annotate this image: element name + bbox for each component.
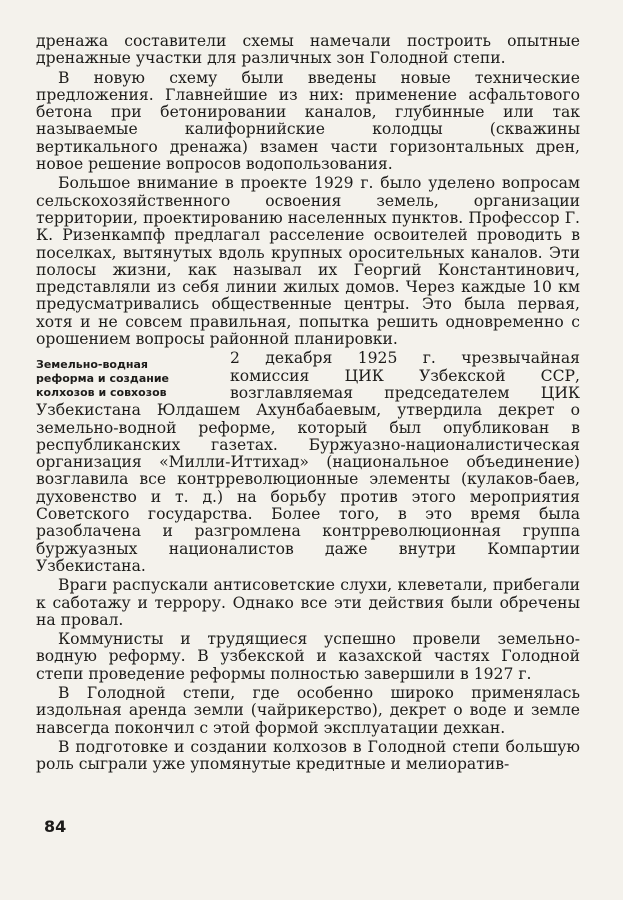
paragraph-2: В новую схему были введены новые технические предложения. Главнейшие из них: применение асфальтового бетона при бетонировании каналов, глубинные или так называемые калифорнийские колодцы (скважины вертикального дренажа) взамен части горизонтальных дрен, новое решение вопросов водопользования. [36, 68, 580, 174]
paragraph-1: дренажа составители схемы намечали построить опытные дренажные участки для различных зон Голодной степи. [36, 32, 580, 68]
page-number: 84 [44, 817, 67, 836]
section-side-heading [36, 358, 222, 400]
paragraph-4: 2 декабря 1925 г. чрезвычайная комиссия ЦИК Узбекской ССР, возглавляемая председателем ЦИК Узбекистана Юлдашем Ахунбабаевым, утвердила декрет о земельно-водной реформе, который был опубликован в республиканских газетах. Буржуазно-националистическая организация «Милли-Иттихад» (национальное объединение) возглавила все контрреволюционные элементы (кулаков-баев, духовенство и т. д.) на борьбу против этого мероприятия Советского государства. Более того, в это время была разоблачена и разгромлена контрреволюционная группа буржуазных националистов даже внутри Компартии Узбекистана. [36, 349, 580, 575]
paragraph-6: Коммунисты и трудящиеся успешно провели земельно-водную реформу. В узбекской и казахской частях Голодной степи проведение реформы полностью завершили в 1927 г. [36, 630, 580, 683]
side-heading-line-2: реформа и создание [36, 372, 170, 386]
side-heading-line-3: колхозов и совхозов [36, 386, 167, 400]
paragraph-8: В подготовке и создании колхозов в Голодной степи большую роль сыграли уже упомянутые кредитные и мелиоратив- [36, 737, 580, 774]
side-heading-line-1: Земельно-водная [36, 358, 148, 372]
paragraph-5: Враги распускали антисоветские слухи, клеветали, прибегали к саботажу и террору. Однако все эти действия были обречены на провал. [36, 576, 580, 629]
paragraph-3: Большое внимание в проекте 1929 г. было уделено вопросам сельскохозяйственного освоения земель, организации территории, проектированию населенных пунктов. Профессор Г. К. Ризенкампф предлагал расселение освоителей проводить в поселках, вытянутых вдоль крупных оросительных каналов. Эти полосы жизни, как называл их Георгий Константинович, представляли из себя линии жилых домов. Через каждые 10 км предусматривались общественные центры. Это была первая, хотя и не совсем правильная, попытка решить одновременно с орошением вопросы районной планировки. [36, 174, 580, 349]
body-text [36, 33, 580, 775]
paragraph-7: В Голодной степи, где особенно широко применялась издольная аренда земли (чайрикерство), декрет о воде и земле навсегда покончил с этой формой эксплуатации дехкан. [36, 683, 580, 737]
